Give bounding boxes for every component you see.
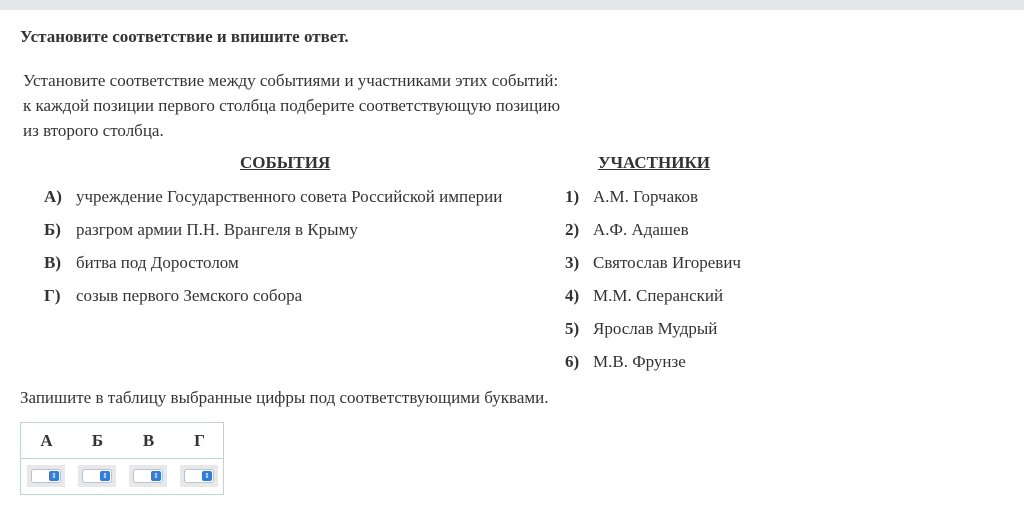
events-column-header: СОБЫТИЯ <box>240 153 331 172</box>
answer-select-b[interactable] <box>82 469 112 483</box>
task-intro <box>23 68 623 143</box>
event-key: А) <box>44 187 62 206</box>
participant-key: 4) <box>565 286 580 305</box>
answer-table-header <box>21 423 223 459</box>
event-key: Б) <box>44 220 61 239</box>
chevron-up-down-icon: ⇕ <box>100 471 110 481</box>
answer-cell-a <box>27 465 65 487</box>
intro-line: из второго столбца. <box>23 121 164 140</box>
participant-key: 2) <box>565 220 580 239</box>
participant-key: 5) <box>565 319 580 338</box>
participant-text: Святослав Игоревич <box>593 253 741 272</box>
participant-key: 6) <box>565 352 580 371</box>
event-key: Г) <box>44 286 61 305</box>
answer-select-a[interactable] <box>31 469 61 483</box>
task-heading: Установите соответствие и впишите ответ. <box>20 27 349 46</box>
participants-column-header: УЧАСТНИКИ <box>598 153 710 172</box>
answer-cell-g <box>180 465 218 487</box>
event-text: учреждение Государственного совета Российской империи <box>76 187 503 206</box>
participant-key: 3) <box>565 253 580 272</box>
event-key: В) <box>44 253 61 272</box>
participant-text: А.М. Горчаков <box>593 187 699 206</box>
answer-column-a: А <box>40 431 53 450</box>
answer-select-v[interactable] <box>133 469 163 483</box>
answer-cell-b <box>78 465 116 487</box>
answer-column-v: В <box>142 431 155 450</box>
participant-text: М.В. Фрунзе <box>593 352 686 371</box>
answer-instruction: Запишите в таблицу выбранные цифры под соответствующими буквами. <box>20 388 549 407</box>
answer-cell-v <box>129 465 167 487</box>
participant-text: Ярослав Мудрый <box>593 319 718 338</box>
chevron-up-down-icon: ⇕ <box>49 471 59 481</box>
answer-column-g: Г <box>194 431 205 450</box>
intro-line: Установите соответствие между событиями и участниками этих событий: <box>23 71 559 90</box>
answer-select-g[interactable] <box>184 469 214 483</box>
participant-text: А.Ф. Адашев <box>593 220 689 239</box>
participant-text: М.М. Сперанский <box>593 286 724 305</box>
answer-column-b: Б <box>91 431 104 450</box>
top-bar <box>0 0 1024 10</box>
event-text: битва под Доростолом <box>76 253 239 272</box>
event-text: созыв первого Земского собора <box>76 286 303 305</box>
participant-key: 1) <box>565 187 580 206</box>
event-text: разгром армии П.Н. Врангеля в Крыму <box>76 220 358 239</box>
chevron-up-down-icon: ⇕ <box>151 471 161 481</box>
answer-table <box>20 422 224 495</box>
chevron-up-down-icon: ⇕ <box>202 471 212 481</box>
intro-line: к каждой позиции первого столбца подберите соответствующую позицию <box>23 96 561 115</box>
